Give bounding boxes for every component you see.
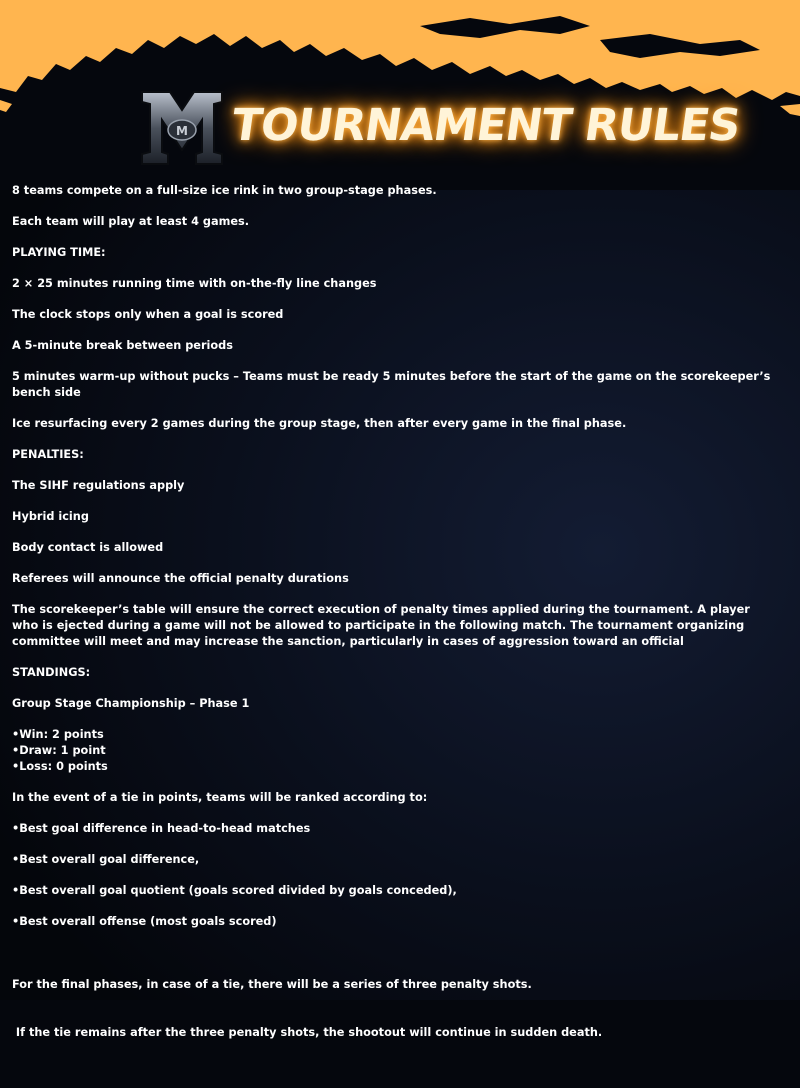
tiebreaker-item: •Best overall offense (most goals scored) — [12, 915, 277, 928]
playing-time-item: Ice resurfacing every 2 games during the group stage, then after every game in the final phase. — [12, 417, 627, 430]
points-item: •Win: 2 points — [12, 728, 104, 741]
svg-text:M: M — [176, 124, 188, 138]
standings-phase: Group Stage Championship – Phase 1 — [12, 697, 250, 710]
penalties-item: The scorekeeper’s table will ensure the correct execution of penalty times applied during the tournament. A player who is ejected during a game will not be allowed to participate in the following match. The tournament organizing committee will meet and may increase the sanction, particularly in cases of aggression toward an official — [12, 603, 750, 648]
penalties-item: Body contact is allowed — [12, 541, 164, 554]
playing-time-item: 2 × 25 minutes running time with on-the-fly line changes — [12, 277, 377, 290]
intro-paragraph-2: Each team will play at least 4 games. — [12, 215, 250, 228]
final-phase-line: If the tie remains after the three penalty shots, the shootout will continue in sudden death. — [12, 1026, 603, 1039]
page-title: TOURNAMENT RULES — [228, 100, 743, 151]
tiebreaker-item: •Best overall goal quotient (goals scored divided by goals conceded), — [12, 884, 457, 897]
rules-content — [12, 183, 772, 1088]
tiebreaker-item: •Best goal difference in head-to-head matches — [12, 822, 311, 835]
playing-time-heading: PLAYING TIME: — [12, 246, 106, 259]
playing-time-item: The clock stops only when a goal is scored — [12, 308, 284, 321]
penalties-item: Hybrid icing — [12, 510, 89, 523]
points-item: •Draw: 1 point — [12, 744, 106, 757]
intro-paragraph-1: 8 teams compete on a full-size ice rink in two group-stage phases. — [12, 184, 437, 197]
penalties-heading: PENALTIES: — [12, 448, 84, 461]
points-list — [12, 727, 772, 775]
penalties-item: The SIHF regulations apply — [12, 479, 185, 492]
playing-time-item: A 5-minute break between periods — [12, 339, 233, 352]
tiebreaker-item: •Best overall goal difference, — [12, 853, 200, 866]
points-item: •Loss: 0 points — [12, 760, 108, 773]
standings-heading: STANDINGS: — [12, 666, 91, 679]
final-phase-line: For the final phases, in case of a tie, there will be a series of three penalty shots. — [12, 978, 532, 991]
final-phase-text — [12, 945, 772, 1073]
tie-intro: In the event of a tie in points, teams will be ranked according to: — [12, 791, 428, 804]
playing-time-item: 5 minutes warm-up without pucks – Teams must be ready 5 minutes before the start of the game on the scorekeeper’s bench side — [12, 370, 771, 399]
m-shield-logo-icon — [140, 90, 224, 168]
penalties-item: Referees will announce the official penalty durations — [12, 572, 349, 585]
